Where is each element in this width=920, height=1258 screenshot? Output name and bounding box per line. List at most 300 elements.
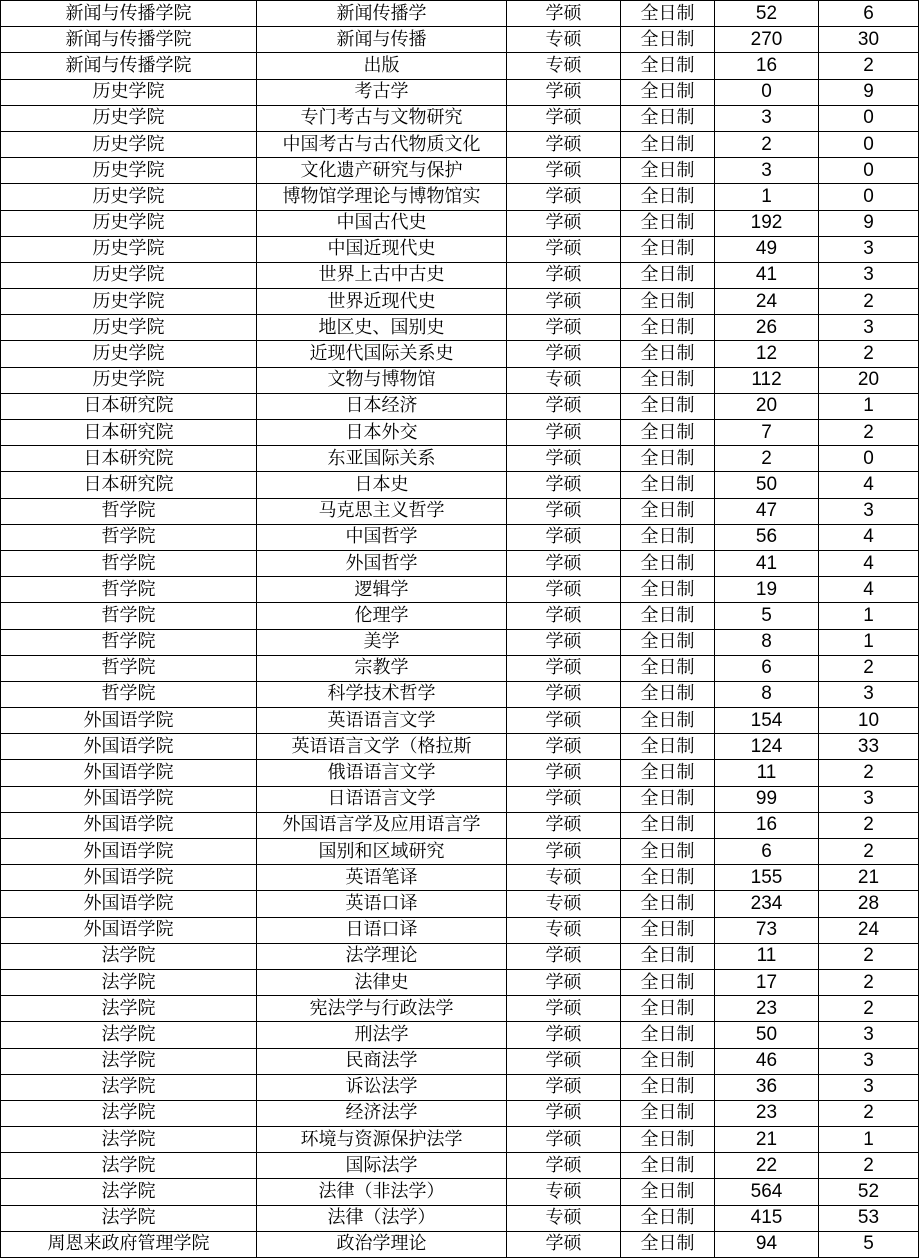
cell-applicants: 564 [715, 1179, 819, 1205]
cell-study-mode: 全日制 [621, 1179, 715, 1205]
cell-major: 中国考古与古代物质文化 [257, 131, 507, 157]
table-row [1, 577, 919, 603]
cell-study-mode: 全日制 [621, 53, 715, 79]
cell-major: 外国哲学 [257, 550, 507, 576]
cell-applicants: 23 [715, 1100, 819, 1126]
cell-degree-type: 学硕 [507, 760, 621, 786]
cell-study-mode: 全日制 [621, 943, 715, 969]
cell-applicants: 6 [715, 655, 819, 681]
cell-applicants: 0 [715, 79, 819, 105]
cell-admitted: 28 [819, 891, 919, 917]
cell-applicants: 5 [715, 603, 819, 629]
cell-college: 新闻与传播学院 [1, 53, 257, 79]
cell-college: 外国语学院 [1, 891, 257, 917]
cell-degree-type: 学硕 [507, 1, 621, 27]
cell-major: 世界近现代史 [257, 289, 507, 315]
cell-admitted: 0 [819, 105, 919, 131]
cell-admitted: 3 [819, 1074, 919, 1100]
cell-degree-type: 学硕 [507, 577, 621, 603]
cell-degree-type: 学硕 [507, 603, 621, 629]
cell-admitted: 0 [819, 131, 919, 157]
cell-college: 历史学院 [1, 236, 257, 262]
cell-applicants: 6 [715, 839, 819, 865]
cell-applicants: 2 [715, 131, 819, 157]
cell-applicants: 23 [715, 996, 819, 1022]
cell-study-mode: 全日制 [621, 1074, 715, 1100]
cell-study-mode: 全日制 [621, 1, 715, 27]
cell-degree-type: 学硕 [507, 420, 621, 446]
cell-college: 哲学院 [1, 577, 257, 603]
cell-college: 法学院 [1, 969, 257, 995]
cell-study-mode: 全日制 [621, 708, 715, 734]
cell-college: 历史学院 [1, 367, 257, 393]
cell-study-mode: 全日制 [621, 839, 715, 865]
table-row [1, 393, 919, 419]
cell-admitted: 0 [819, 184, 919, 210]
cell-degree-type: 专硕 [507, 865, 621, 891]
cell-applicants: 3 [715, 158, 819, 184]
cell-degree-type: 学硕 [507, 472, 621, 498]
cell-major: 博物馆学理论与博物馆实 [257, 184, 507, 210]
cell-applicants: 24 [715, 289, 819, 315]
cell-degree-type: 学硕 [507, 1022, 621, 1048]
cell-major: 马克思主义哲学 [257, 498, 507, 524]
cell-applicants: 16 [715, 53, 819, 79]
cell-applicants: 20 [715, 393, 819, 419]
cell-college: 哲学院 [1, 498, 257, 524]
cell-study-mode: 全日制 [621, 131, 715, 157]
table-row [1, 969, 919, 995]
cell-major: 地区史、国别史 [257, 315, 507, 341]
table-row [1, 210, 919, 236]
cell-admitted: 3 [819, 262, 919, 288]
table-row [1, 289, 919, 315]
cell-admitted: 1 [819, 603, 919, 629]
cell-study-mode: 全日制 [621, 105, 715, 131]
cell-applicants: 1 [715, 184, 819, 210]
cell-degree-type: 学硕 [507, 681, 621, 707]
cell-degree-type: 学硕 [507, 1231, 621, 1257]
cell-study-mode: 全日制 [621, 262, 715, 288]
cell-degree-type: 学硕 [507, 210, 621, 236]
cell-applicants: 11 [715, 760, 819, 786]
cell-degree-type: 专硕 [507, 27, 621, 53]
cell-admitted: 2 [819, 655, 919, 681]
cell-major: 外国语言学及应用语言学 [257, 812, 507, 838]
cell-study-mode: 全日制 [621, 760, 715, 786]
cell-degree-type: 学硕 [507, 839, 621, 865]
cell-applicants: 19 [715, 577, 819, 603]
cell-applicants: 50 [715, 1022, 819, 1048]
table-row [1, 131, 919, 157]
cell-applicants: 21 [715, 1127, 819, 1153]
cell-study-mode: 全日制 [621, 681, 715, 707]
cell-major: 法律（法学） [257, 1205, 507, 1231]
table-row [1, 865, 919, 891]
table-row [1, 1153, 919, 1179]
cell-study-mode: 全日制 [621, 315, 715, 341]
table-row [1, 839, 919, 865]
cell-college: 历史学院 [1, 210, 257, 236]
cell-admitted: 2 [819, 996, 919, 1022]
cell-admitted: 3 [819, 1022, 919, 1048]
cell-major: 伦理学 [257, 603, 507, 629]
cell-study-mode: 全日制 [621, 655, 715, 681]
cell-college: 日本研究院 [1, 446, 257, 472]
cell-degree-type: 学硕 [507, 262, 621, 288]
cell-major: 中国哲学 [257, 524, 507, 550]
cell-degree-type: 学硕 [507, 1100, 621, 1126]
cell-admitted: 2 [819, 53, 919, 79]
cell-college: 法学院 [1, 1179, 257, 1205]
cell-applicants: 16 [715, 812, 819, 838]
cell-major: 法学理论 [257, 943, 507, 969]
cell-study-mode: 全日制 [621, 603, 715, 629]
cell-degree-type: 学硕 [507, 498, 621, 524]
cell-college: 历史学院 [1, 341, 257, 367]
cell-applicants: 3 [715, 105, 819, 131]
cell-major: 世界上古中古史 [257, 262, 507, 288]
cell-college: 历史学院 [1, 158, 257, 184]
table-row [1, 1, 919, 27]
cell-college: 外国语学院 [1, 760, 257, 786]
cell-applicants: 8 [715, 629, 819, 655]
cell-college: 外国语学院 [1, 865, 257, 891]
cell-major: 国别和区域研究 [257, 839, 507, 865]
cell-college: 外国语学院 [1, 786, 257, 812]
cell-admitted: 10 [819, 708, 919, 734]
cell-admitted: 3 [819, 681, 919, 707]
table-body [1, 1, 919, 1258]
cell-admitted: 4 [819, 524, 919, 550]
cell-admitted: 0 [819, 158, 919, 184]
cell-study-mode: 全日制 [621, 734, 715, 760]
cell-admitted: 20 [819, 367, 919, 393]
cell-admitted: 3 [819, 498, 919, 524]
cell-admitted: 6 [819, 1, 919, 27]
cell-college: 日本研究院 [1, 420, 257, 446]
cell-study-mode: 全日制 [621, 996, 715, 1022]
cell-college: 法学院 [1, 1022, 257, 1048]
table-row [1, 812, 919, 838]
cell-degree-type: 学硕 [507, 105, 621, 131]
cell-major: 新闻传播学 [257, 1, 507, 27]
cell-applicants: 26 [715, 315, 819, 341]
table-row [1, 472, 919, 498]
cell-applicants: 50 [715, 472, 819, 498]
cell-study-mode: 全日制 [621, 289, 715, 315]
cell-admitted: 33 [819, 734, 919, 760]
cell-applicants: 41 [715, 262, 819, 288]
cell-study-mode: 全日制 [621, 420, 715, 446]
cell-applicants: 124 [715, 734, 819, 760]
cell-degree-type: 专硕 [507, 1205, 621, 1231]
cell-major: 政治学理论 [257, 1231, 507, 1257]
cell-college: 哲学院 [1, 550, 257, 576]
table-row [1, 655, 919, 681]
cell-major: 日本外交 [257, 420, 507, 446]
cell-major: 专门考古与文物研究 [257, 105, 507, 131]
cell-degree-type: 学硕 [507, 1153, 621, 1179]
cell-applicants: 11 [715, 943, 819, 969]
cell-applicants: 154 [715, 708, 819, 734]
cell-study-mode: 全日制 [621, 1205, 715, 1231]
cell-major: 刑法学 [257, 1022, 507, 1048]
cell-major: 东亚国际关系 [257, 446, 507, 472]
cell-study-mode: 全日制 [621, 210, 715, 236]
cell-study-mode: 全日制 [621, 1153, 715, 1179]
cell-admitted: 9 [819, 79, 919, 105]
table-row [1, 891, 919, 917]
cell-applicants: 41 [715, 550, 819, 576]
cell-degree-type: 学硕 [507, 1127, 621, 1153]
cell-degree-type: 专硕 [507, 367, 621, 393]
table-row [1, 184, 919, 210]
cell-college: 新闻与传播学院 [1, 27, 257, 53]
cell-study-mode: 全日制 [621, 79, 715, 105]
table-row [1, 708, 919, 734]
cell-major: 英语笔译 [257, 865, 507, 891]
cell-college: 外国语学院 [1, 839, 257, 865]
cell-major: 科学技术哲学 [257, 681, 507, 707]
table-row [1, 996, 919, 1022]
table-row [1, 1127, 919, 1153]
cell-applicants: 7 [715, 420, 819, 446]
cell-college: 哲学院 [1, 681, 257, 707]
cell-college: 新闻与传播学院 [1, 1, 257, 27]
cell-degree-type: 学硕 [507, 943, 621, 969]
cell-major: 诉讼法学 [257, 1074, 507, 1100]
cell-study-mode: 全日制 [621, 1100, 715, 1126]
cell-applicants: 22 [715, 1153, 819, 1179]
cell-major: 环境与资源保护法学 [257, 1127, 507, 1153]
table-row [1, 943, 919, 969]
cell-admitted: 2 [819, 420, 919, 446]
cell-college: 历史学院 [1, 184, 257, 210]
cell-degree-type: 学硕 [507, 131, 621, 157]
cell-college: 哲学院 [1, 524, 257, 550]
cell-admitted: 0 [819, 446, 919, 472]
cell-major: 新闻与传播 [257, 27, 507, 53]
table-row [1, 603, 919, 629]
cell-major: 日本经济 [257, 393, 507, 419]
cell-major: 日语语言文学 [257, 786, 507, 812]
cell-major: 宪法学与行政法学 [257, 996, 507, 1022]
cell-degree-type: 学硕 [507, 158, 621, 184]
cell-applicants: 47 [715, 498, 819, 524]
table-row [1, 734, 919, 760]
cell-study-mode: 全日制 [621, 812, 715, 838]
cell-admitted: 5 [819, 1231, 919, 1257]
table-row [1, 262, 919, 288]
cell-study-mode: 全日制 [621, 27, 715, 53]
cell-degree-type: 学硕 [507, 1074, 621, 1100]
cell-degree-type: 学硕 [507, 655, 621, 681]
cell-study-mode: 全日制 [621, 158, 715, 184]
cell-study-mode: 全日制 [621, 393, 715, 419]
cell-college: 法学院 [1, 943, 257, 969]
cell-major: 英语语言文学 [257, 708, 507, 734]
cell-college: 周恩来政府管理学院 [1, 1231, 257, 1257]
cell-degree-type: 专硕 [507, 891, 621, 917]
cell-applicants: 155 [715, 865, 819, 891]
cell-study-mode: 全日制 [621, 472, 715, 498]
cell-degree-type: 专硕 [507, 53, 621, 79]
cell-applicants: 270 [715, 27, 819, 53]
cell-degree-type: 学硕 [507, 550, 621, 576]
cell-college: 历史学院 [1, 131, 257, 157]
cell-degree-type: 学硕 [507, 996, 621, 1022]
table-row [1, 1231, 919, 1257]
cell-college: 外国语学院 [1, 734, 257, 760]
cell-major: 中国近现代史 [257, 236, 507, 262]
cell-college: 历史学院 [1, 105, 257, 131]
cell-college: 历史学院 [1, 79, 257, 105]
cell-admitted: 2 [819, 289, 919, 315]
cell-degree-type: 学硕 [507, 629, 621, 655]
cell-study-mode: 全日制 [621, 1231, 715, 1257]
cell-admitted: 53 [819, 1205, 919, 1231]
cell-college: 外国语学院 [1, 812, 257, 838]
cell-study-mode: 全日制 [621, 1127, 715, 1153]
cell-major: 英语语言文学（格拉斯 [257, 734, 507, 760]
cell-college: 法学院 [1, 1100, 257, 1126]
cell-major: 法律史 [257, 969, 507, 995]
table-row [1, 498, 919, 524]
cell-admitted: 3 [819, 236, 919, 262]
table-row [1, 446, 919, 472]
cell-college: 法学院 [1, 1048, 257, 1074]
cell-college: 外国语学院 [1, 917, 257, 943]
cell-applicants: 8 [715, 681, 819, 707]
cell-degree-type: 学硕 [507, 786, 621, 812]
cell-applicants: 192 [715, 210, 819, 236]
table-row [1, 1048, 919, 1074]
table-row [1, 1205, 919, 1231]
cell-college: 日本研究院 [1, 393, 257, 419]
cell-applicants: 415 [715, 1205, 819, 1231]
cell-study-mode: 全日制 [621, 969, 715, 995]
cell-degree-type: 专硕 [507, 1179, 621, 1205]
cell-admitted: 2 [819, 969, 919, 995]
cell-applicants: 52 [715, 1, 819, 27]
cell-college: 外国语学院 [1, 708, 257, 734]
cell-admitted: 2 [819, 1100, 919, 1126]
cell-study-mode: 全日制 [621, 236, 715, 262]
cell-college: 法学院 [1, 1127, 257, 1153]
cell-major: 逻辑学 [257, 577, 507, 603]
table-row [1, 420, 919, 446]
cell-college: 法学院 [1, 1153, 257, 1179]
cell-study-mode: 全日制 [621, 524, 715, 550]
table-row [1, 1022, 919, 1048]
cell-degree-type: 专硕 [507, 917, 621, 943]
table-row [1, 367, 919, 393]
cell-degree-type: 学硕 [507, 79, 621, 105]
cell-degree-type: 学硕 [507, 341, 621, 367]
cell-study-mode: 全日制 [621, 577, 715, 603]
cell-study-mode: 全日制 [621, 184, 715, 210]
cell-study-mode: 全日制 [621, 1022, 715, 1048]
table-row [1, 79, 919, 105]
cell-major: 宗教学 [257, 655, 507, 681]
table-row [1, 917, 919, 943]
cell-major: 文物与博物馆 [257, 367, 507, 393]
cell-study-mode: 全日制 [621, 865, 715, 891]
cell-admitted: 4 [819, 577, 919, 603]
cell-study-mode: 全日制 [621, 786, 715, 812]
cell-admitted: 21 [819, 865, 919, 891]
cell-admitted: 30 [819, 27, 919, 53]
cell-admitted: 2 [819, 839, 919, 865]
table-row [1, 550, 919, 576]
cell-admitted: 1 [819, 629, 919, 655]
cell-degree-type: 学硕 [507, 315, 621, 341]
table-row [1, 315, 919, 341]
cell-study-mode: 全日制 [621, 629, 715, 655]
cell-applicants: 73 [715, 917, 819, 943]
cell-admitted: 2 [819, 760, 919, 786]
cell-college: 法学院 [1, 1074, 257, 1100]
cell-admitted: 52 [819, 1179, 919, 1205]
cell-college: 哲学院 [1, 629, 257, 655]
cell-admitted: 9 [819, 210, 919, 236]
cell-admitted: 3 [819, 315, 919, 341]
cell-degree-type: 学硕 [507, 184, 621, 210]
cell-degree-type: 学硕 [507, 812, 621, 838]
cell-major: 经济法学 [257, 1100, 507, 1126]
cell-degree-type: 学硕 [507, 289, 621, 315]
cell-applicants: 36 [715, 1074, 819, 1100]
cell-major: 美学 [257, 629, 507, 655]
cell-applicants: 2 [715, 446, 819, 472]
table-row [1, 629, 919, 655]
cell-degree-type: 学硕 [507, 446, 621, 472]
cell-admitted: 3 [819, 786, 919, 812]
table-row [1, 760, 919, 786]
cell-degree-type: 学硕 [507, 524, 621, 550]
cell-major: 民商法学 [257, 1048, 507, 1074]
cell-admitted: 2 [819, 943, 919, 969]
cell-major: 出版 [257, 53, 507, 79]
cell-applicants: 94 [715, 1231, 819, 1257]
cell-admitted: 1 [819, 1127, 919, 1153]
cell-applicants: 12 [715, 341, 819, 367]
cell-college: 历史学院 [1, 262, 257, 288]
cell-degree-type: 学硕 [507, 969, 621, 995]
table-row [1, 27, 919, 53]
table-row [1, 105, 919, 131]
table-row [1, 158, 919, 184]
cell-major: 法律（非法学） [257, 1179, 507, 1205]
cell-degree-type: 学硕 [507, 734, 621, 760]
cell-degree-type: 学硕 [507, 708, 621, 734]
cell-degree-type: 学硕 [507, 393, 621, 419]
cell-study-mode: 全日制 [621, 891, 715, 917]
cell-study-mode: 全日制 [621, 917, 715, 943]
cell-admitted: 4 [819, 550, 919, 576]
cell-applicants: 234 [715, 891, 819, 917]
cell-college: 法学院 [1, 1205, 257, 1231]
table-row [1, 1100, 919, 1126]
cell-admitted: 1 [819, 393, 919, 419]
cell-major: 文化遗产研究与保护 [257, 158, 507, 184]
table-row [1, 341, 919, 367]
cell-degree-type: 学硕 [507, 236, 621, 262]
cell-college: 日本研究院 [1, 472, 257, 498]
cell-applicants: 49 [715, 236, 819, 262]
cell-major: 日本史 [257, 472, 507, 498]
